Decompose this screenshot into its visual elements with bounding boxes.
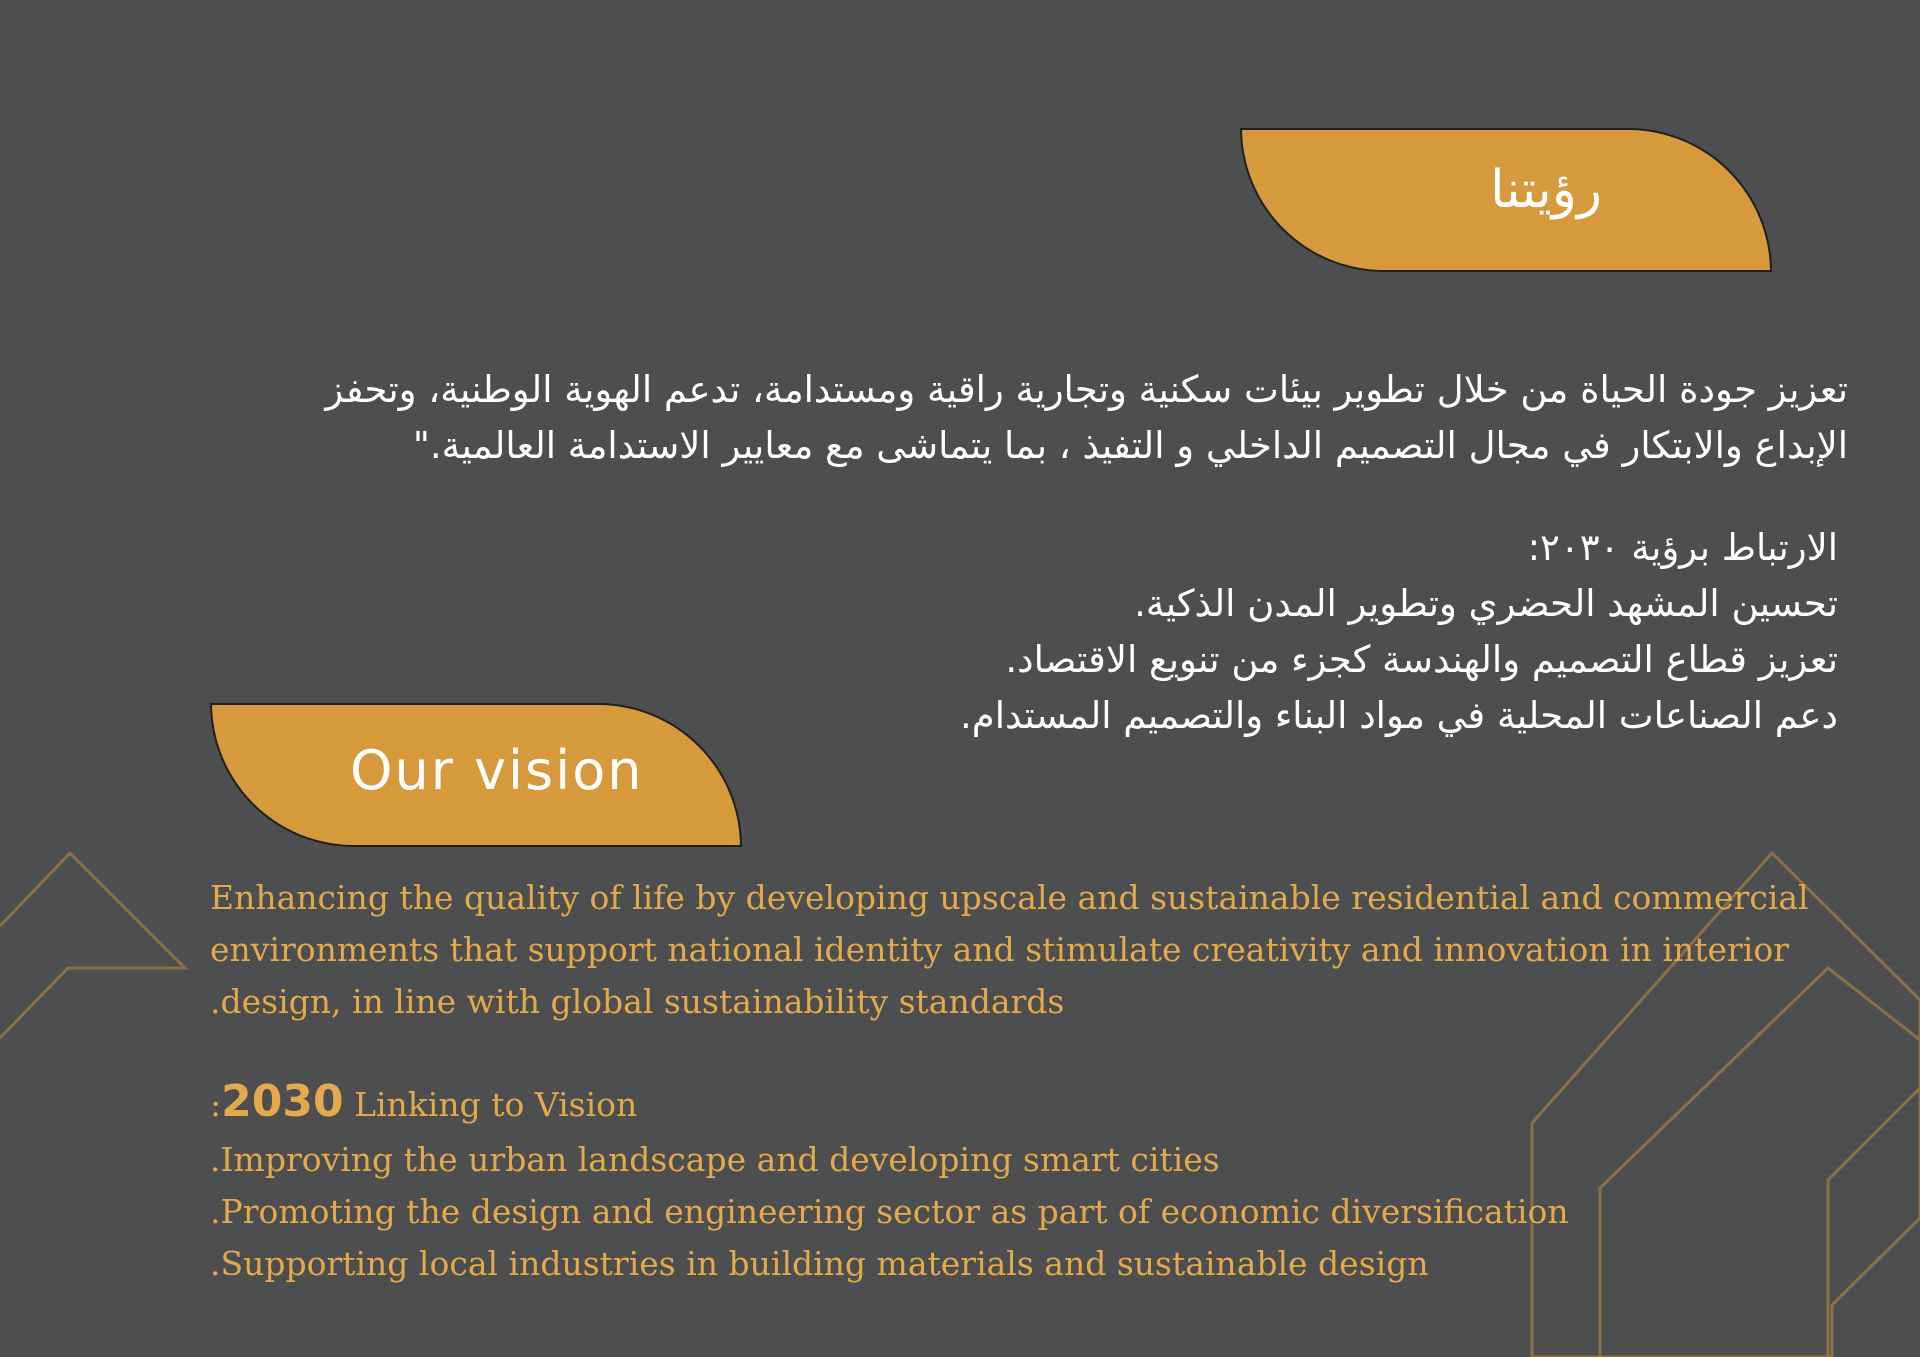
english-vision-paragraph bbox=[210, 872, 1809, 1028]
link-prefix: : bbox=[210, 1085, 222, 1124]
link-text: Linking to Vision bbox=[343, 1085, 638, 1124]
arabic-vision-heading-badge bbox=[1240, 128, 1772, 272]
arabic-vision-heading: رؤيتنا bbox=[1490, 160, 1602, 220]
arabic-list-item: تحسين المشهد الحضري وتطوير المدن الذكية. bbox=[1134, 582, 1838, 625]
arabic-vision-2030-list bbox=[638, 520, 1838, 744]
english-paragraph-line: .design, in line with global sustainability standards bbox=[210, 982, 1065, 1021]
arabic-paragraph-line: الإبداع والابتكار في مجال التصميم الداخلي و التفيذ ، بما يتماشى مع معايير الاستدامة العالمية." bbox=[412, 424, 1848, 467]
arabic-list-item: تعزيز قطاع التصميم والهندسة كجزء من تنويع الاقتصاد. bbox=[1005, 638, 1838, 681]
english-list-item: .Supporting local industries in building materials and sustainable design bbox=[210, 1244, 1429, 1283]
left-chevron-outline bbox=[0, 853, 185, 1038]
english-vision-2030-list bbox=[210, 1134, 1569, 1290]
arabic-paragraph-line: تعزيز جودة الحياة من خلال تطوير بيئات سكنية وتجارية راقية ومستدامة، تدعم الهوية الوطنية، وتحفز bbox=[325, 368, 1848, 411]
english-paragraph-line: environments that support national identity and stimulate creativity and innovation in interior bbox=[210, 930, 1789, 969]
link-year: 2030 bbox=[221, 1076, 344, 1127]
english-vision-2030-title bbox=[210, 1076, 637, 1131]
english-vision-heading: Our vision bbox=[350, 739, 644, 802]
english-vision-heading-badge bbox=[210, 703, 742, 847]
english-list-item: .Improving the urban landscape and developing smart cities bbox=[210, 1140, 1220, 1179]
arabic-vision-paragraph bbox=[58, 362, 1848, 474]
arabic-list-title: الارتباط برؤية ٢٠٣٠: bbox=[1527, 526, 1838, 569]
english-paragraph-line: Enhancing the quality of life by developing upscale and sustainable residential and commercial bbox=[210, 878, 1809, 917]
english-list-item: .Promoting the design and engineering sector as part of economic diversification bbox=[210, 1192, 1569, 1231]
arabic-list-item: دعم الصناعات المحلية في مواد البناء والتصميم المستدام. bbox=[960, 694, 1838, 737]
